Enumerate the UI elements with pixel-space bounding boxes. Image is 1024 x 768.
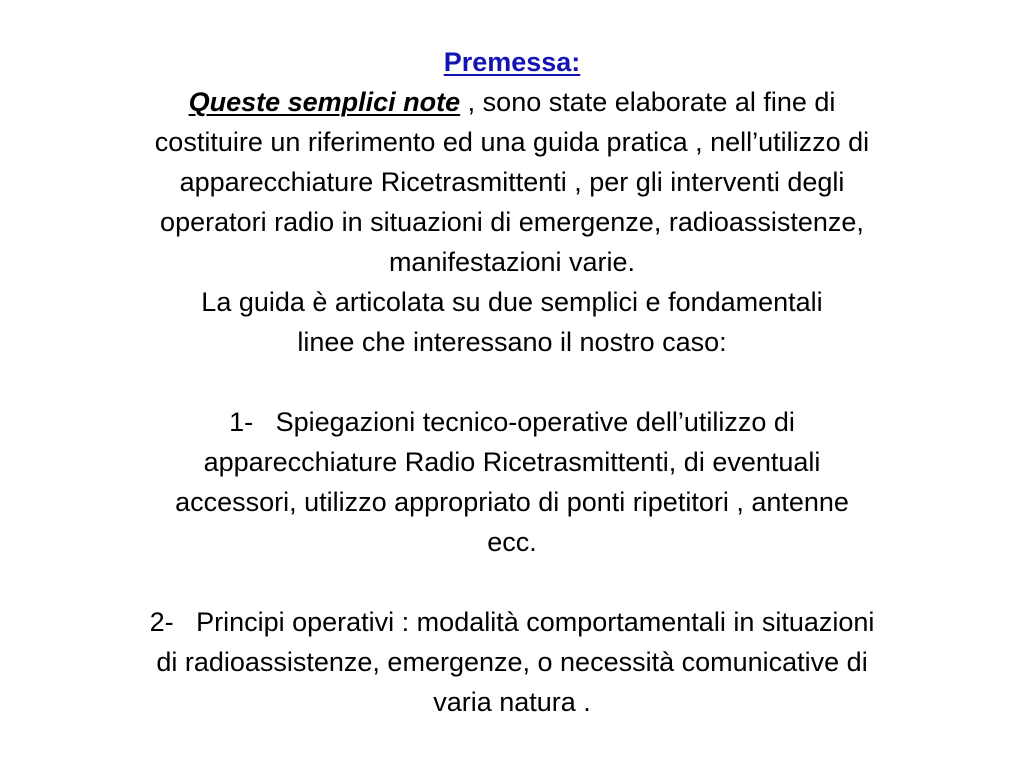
item-2-line-2: di radioassistenze, emergenze, o necessità comunicative di <box>156 647 868 677</box>
list-item-2 <box>40 602 984 722</box>
item-1-line-1 <box>40 402 984 442</box>
intro-line-4: operatori radio in situazioni di emergenze, radioassistenze, <box>160 207 864 237</box>
intro-line-3: apparecchiature Ricetrasmittenti , per gli interventi degli <box>179 167 845 197</box>
intro-line-1-rest: , sono state elaborate al fine di <box>460 87 836 117</box>
intro-line-1 <box>40 82 984 122</box>
intro-line-5: manifestazioni varie. <box>388 247 636 277</box>
item-1-line-2: apparecchiature Radio Ricetrasmittenti, di eventuali <box>203 447 821 477</box>
title-line <box>40 42 984 82</box>
spacer <box>40 562 984 602</box>
guide-line-2: linee che interessano il nostro caso: <box>297 327 727 357</box>
slide-content <box>40 42 984 722</box>
intro-line-2: costituire un riferimento ed una guida pratica , nell’utilizzo di <box>154 127 870 157</box>
item-1-line-4: ecc. <box>487 527 537 557</box>
item-1-line-3: accessori, utilizzo appropriato di ponti ripetitori , antenne <box>175 487 849 517</box>
intro-lead: Queste semplici note <box>188 87 461 117</box>
item-2-line-3: varia natura . <box>433 687 591 717</box>
item-1-text-1: Spiegazioni tecnico-operative dell’utilizzo di <box>275 407 795 437</box>
item-2-text-1: Principi operativi : modalità comportamentali in situazioni <box>196 607 875 637</box>
guide-line-1: La guida è articolata su due semplici e fondamentali <box>201 287 823 317</box>
item-2-line-1 <box>40 602 984 642</box>
list-item-1 <box>40 402 984 562</box>
spacer <box>40 362 984 402</box>
item-1-number: 1- <box>229 407 276 437</box>
page-title: Premessa: <box>443 47 581 77</box>
item-2-number: 2- <box>149 607 197 637</box>
